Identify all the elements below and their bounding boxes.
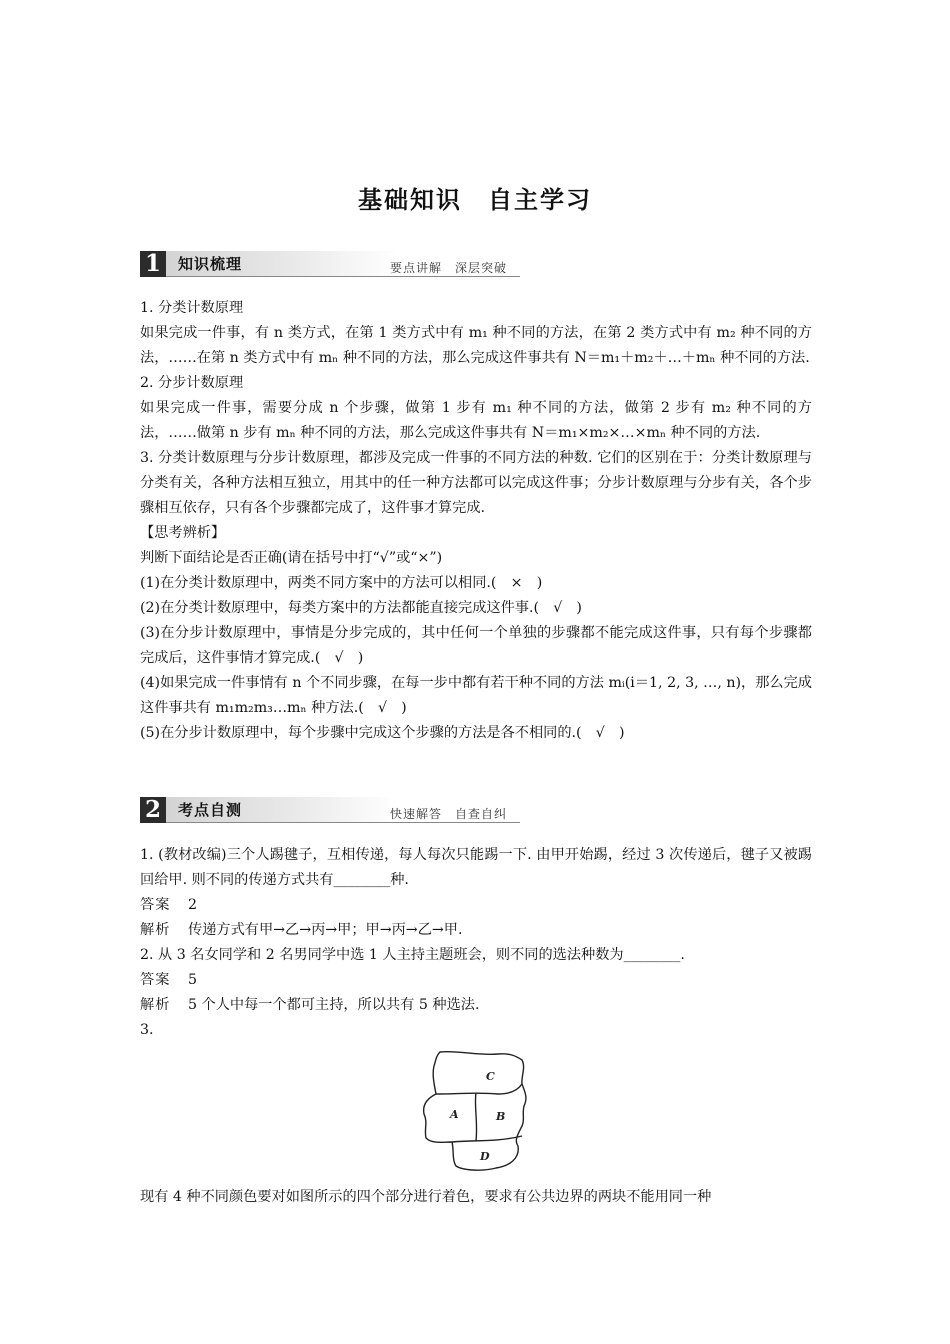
exercise-block xyxy=(140,843,812,1043)
question-1: 1. (教材改编)三个人踢毽子，互相传递，每人每次只能踢一下. 由甲开始踢，经过 3 次传递后，毽子又被踢回给甲. 则不同的传递方式共有________种. xyxy=(140,847,812,888)
think-item: (3)在分步计数原理中，事情是分步完成的，其中任何一个单独的步骤都不能完成这件事，只有每个步骤都完成后，这件事情才算完成.( √ ) xyxy=(140,625,812,666)
answer-value: 2 xyxy=(188,897,198,913)
label-c: C xyxy=(486,1070,495,1083)
principle1-title: 1. 分类计数原理 xyxy=(140,300,244,316)
think-item: (2)在分类计数原理中，每类方案中的方法都能直接完成这件事.( √ ) xyxy=(140,600,582,616)
section-rule xyxy=(166,822,520,823)
section-number: 2 xyxy=(140,797,166,823)
think-item: (5)在分步计数原理中，每个步骤中完成这个步骤的方法是各不相同的.( √ ) xyxy=(140,725,625,741)
section-header-knowledge xyxy=(140,251,520,287)
explanation-text: 5 个人中每一个都可主持，所以共有 5 种选法. xyxy=(188,997,480,1013)
principle2-body: 如果完成一件事，需要分成 n 个步骤，做第 1 步有 m₁ 种不同的方法，做第 2 步有 m₂ 种不同的方法，……做第 n 步有 mₙ 种不同的方法，那么完成这件事共有 N＝m₁×m₂×…×mₙ 种不同的方法. xyxy=(140,400,812,441)
principle2-title: 2. 分步计数原理 xyxy=(140,375,244,391)
region-map-svg xyxy=(418,1048,534,1174)
section-title: 知识梳理 xyxy=(178,255,243,273)
question-2: 2. 从 3 名女同学和 2 名男同学中选 1 人主持主题班会，则不同的选法种数为________. xyxy=(140,947,685,963)
explanation-text: 传递方式有甲→乙→丙→甲；甲→丙→乙→甲. xyxy=(188,922,463,938)
border-bottom xyxy=(452,1136,522,1142)
label-d: D xyxy=(480,1150,490,1163)
answer-label: 答案 xyxy=(140,972,171,988)
think-item: (4)如果完成一件事情有 n 个不同步骤，在每一步中都有若干种不同的方法 mᵢ(i＝1, 2, 3, …, n)，那么完成这件事共有 m₁m₂m₃…mₙ 种方法.( √ ) xyxy=(140,675,812,716)
section-number: 1 xyxy=(140,251,166,277)
region-map-figure xyxy=(418,1048,534,1174)
answer-1 xyxy=(140,893,812,918)
explanation-2 xyxy=(140,993,812,1018)
section-header-selftest xyxy=(140,797,520,833)
knowledge-block xyxy=(140,296,812,746)
explanation-label: 解析 xyxy=(140,997,171,1013)
think-item: (1)在分类计数原理中，两类不同方案中的方法可以相同.( × ) xyxy=(140,575,543,591)
explanation-label: 解析 xyxy=(140,922,171,938)
page-title: 基础知识 自主学习 xyxy=(358,186,592,214)
section-subtitle: 要点讲解 深层突破 xyxy=(390,261,508,275)
think-header: 【思考辨析】 xyxy=(140,525,226,541)
section-subtitle: 快速解答 自查自纠 xyxy=(390,807,508,821)
region-outline xyxy=(424,1052,526,1171)
section-rule xyxy=(166,276,520,277)
section-title: 考点自测 xyxy=(178,801,243,819)
principle3-body: 3. 分类计数原理与分步计数原理，都涉及完成一件事的不同方法的种数. 它们的区别在于：分类计数原理与分类有关，各种方法相互独立，用其中的任一种方法都可以完成这件事；分步计数原理与分步有关，各个步骤相互依存，只有各个步骤都完成了，这件事才算完成. xyxy=(140,450,812,516)
question-3-number: 3. xyxy=(140,1022,154,1038)
question-3-block xyxy=(140,1185,812,1210)
answer-2 xyxy=(140,968,812,993)
label-a: A xyxy=(450,1108,459,1121)
label-b: B xyxy=(496,1110,506,1123)
explanation-1 xyxy=(140,918,812,943)
border-middle xyxy=(475,1093,476,1141)
answer-label: 答案 xyxy=(140,897,171,913)
principle1-body: 如果完成一件事，有 n 类方式，在第 1 类方式中有 m₁ 种不同的方法，在第 2 类方式中有 m₂ 种不同的方法，……在第 n 类方式中有 mₙ 种不同的方法，那么完成这件事共有 N＝m₁＋m₂＋…＋mₙ 种不同的方法. xyxy=(140,325,812,366)
border-top xyxy=(436,1084,522,1094)
question-3: 现有 4 种不同颜色要对如图所示的四个部分进行着色，要求有公共边界的两块不能用同一种 xyxy=(140,1189,712,1205)
answer-value: 5 xyxy=(188,972,198,988)
think-intro: 判断下面结论是否正确(请在括号中打“√”或“×”) xyxy=(140,550,443,566)
